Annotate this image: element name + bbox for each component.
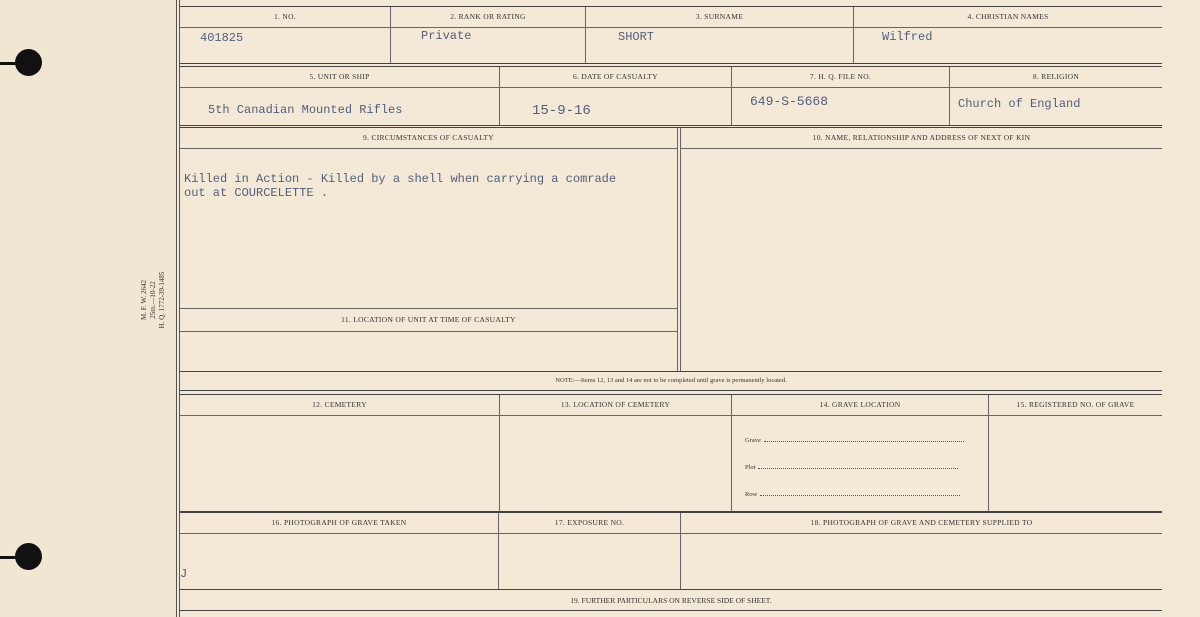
hq-code: H. Q. 1772-39-1485 xyxy=(158,271,166,329)
header-grave-location: 14. GRAVE LOCATION xyxy=(732,395,988,416)
header-registered-no: 15. REGISTERED NO. OF GRAVE xyxy=(989,395,1162,416)
service-number: 401825 xyxy=(200,31,244,45)
header-photograph-taken: 16. PHOTOGRAPH OF GRAVE TAKEN xyxy=(180,513,498,534)
header-no: 1. NO. xyxy=(180,7,390,28)
photo-mark: J xyxy=(180,567,188,581)
header-religion: 8. RELIGION xyxy=(950,67,1162,88)
plot-label: Plot xyxy=(745,464,756,471)
surname: SHORT xyxy=(618,30,655,44)
binder-peg xyxy=(0,62,20,65)
circumstances-line: Killed in Action - Killed by a shell when carrying a comrade xyxy=(184,172,617,186)
plot-field xyxy=(745,464,958,471)
hq-file-no: 649-S-5668 xyxy=(750,94,829,109)
christian-names: Wilfred xyxy=(882,30,933,44)
header-date: 6. DATE OF CASUALTY xyxy=(500,67,731,88)
grave-field xyxy=(745,437,964,444)
header-christian-names: 4. CHRISTIAN NAMES xyxy=(854,7,1162,28)
print-run: 25m.—10-22 xyxy=(149,281,157,319)
circumstances-text xyxy=(184,172,616,200)
unit: 5th Canadian Mounted Rifles xyxy=(208,103,403,117)
header-cemetery: 12. CEMETERY xyxy=(180,395,499,416)
header-file-no: 7. H. Q. FILE NO. xyxy=(732,67,949,88)
row-photograph xyxy=(180,512,1162,590)
form-print-code xyxy=(140,270,167,330)
margin-rule xyxy=(176,0,177,617)
footer-note: 19. FURTHER PARTICULARS ON REVERSE SIDE OF SHEET. xyxy=(180,592,1162,611)
header-photograph-supplied: 18. PHOTOGRAPH OF GRAVE AND CEMETERY SUPPLIED TO xyxy=(681,513,1162,534)
religion: Church of England xyxy=(958,97,1081,111)
form-code: M. F. W. 2642 xyxy=(140,280,148,320)
header-location-of-unit: 11. LOCATION OF UNIT AT TIME OF CASUALTY xyxy=(180,308,677,332)
header-exposure-no: 17. EXPOSURE NO. xyxy=(499,513,680,534)
row-circumstances xyxy=(180,127,1162,372)
row-unit xyxy=(180,66,1162,126)
row-identity xyxy=(180,6,1162,64)
header-location-of-cemetery: 13. LOCATION OF CEMETERY xyxy=(500,395,731,416)
rank: Private xyxy=(421,29,472,43)
date-of-casualty: 15-9-16 xyxy=(532,103,591,119)
header-unit: 5. UNIT OR SHIP xyxy=(180,67,499,88)
grave-label: Grave xyxy=(745,437,761,444)
note: NOTE:—Items 12, 13 and 14 are not to be completed until grave is permanently located. xyxy=(180,372,1162,391)
binder-peg xyxy=(0,556,20,559)
row-cemetery xyxy=(180,394,1162,512)
row-label: Row xyxy=(745,491,758,498)
header-rank: 2. RANK OR RATING xyxy=(391,7,585,28)
header-next-of-kin: 10. NAME, RELATIONSHIP AND ADDRESS OF NEXT OF KIN xyxy=(681,128,1162,149)
header-circumstances: 9. CIRCUMSTANCES OF CASUALTY xyxy=(180,128,677,149)
header-surname: 3. SURNAME xyxy=(586,7,853,28)
row-field xyxy=(745,491,960,498)
circumstances-line: out at COURCELETTE . xyxy=(184,186,329,200)
